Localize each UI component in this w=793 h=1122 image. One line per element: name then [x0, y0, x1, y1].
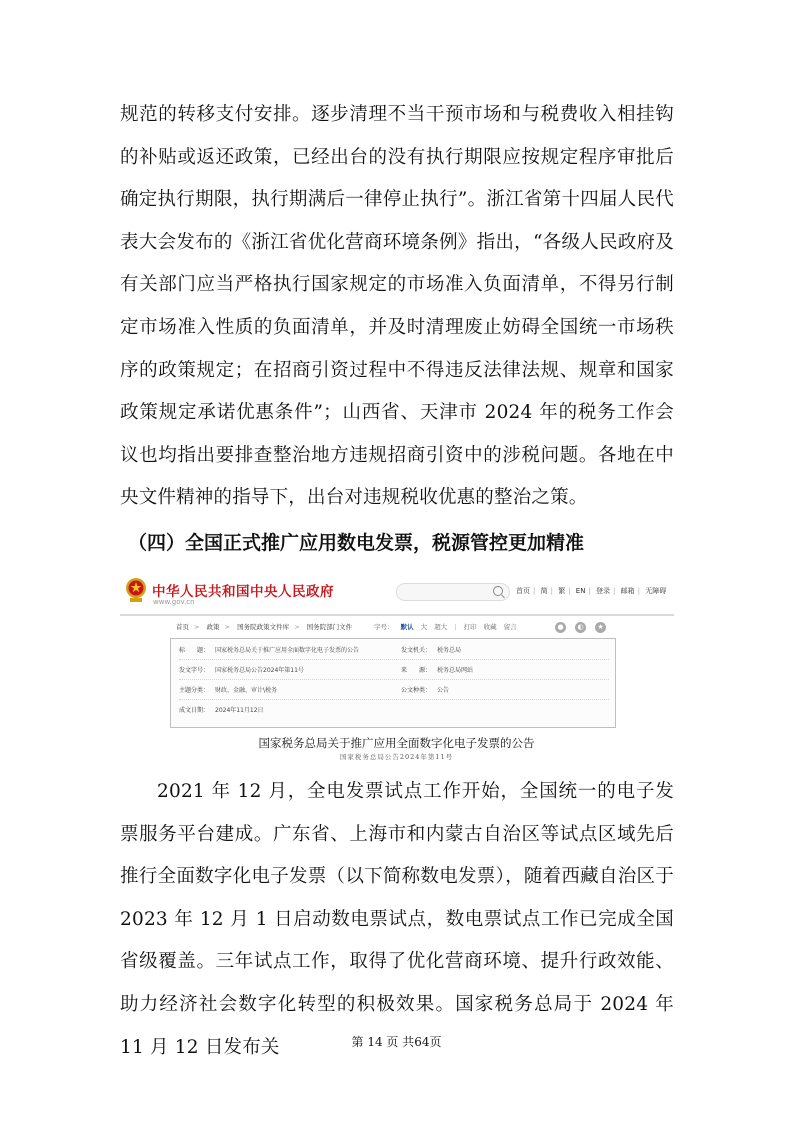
site-name: 中华人民共和国中央人民政府	[152, 584, 334, 600]
site-search-input[interactable]	[396, 583, 510, 601]
top-link-traditional[interactable]: 繁	[558, 587, 566, 595]
document-info-box	[170, 638, 616, 728]
info-label: 来 源：	[401, 667, 432, 674]
info-label: 公文种类：	[401, 687, 432, 694]
section-heading: （四）全国正式推广应用数电发票，税源管控更加精准	[128, 532, 585, 554]
info-row	[179, 661, 609, 680]
embedded-screenshot-figure	[120, 572, 674, 722]
font-size-label: 字号：	[374, 623, 394, 631]
body-paragraph-1: 规范的转移支付安排。逐步清理不当干预市场和与税费收入相挂钩的补贴或返还政策，已经出台的没有执行期限应按规定程序审批后确定执行期限，执行期满后一律停止执行”。浙江省第十四届人民代表大会发布的《浙江省优化营商环境条例》指出，“各级人民政府及有关部门应当严格执行国家规定的市场准入负面清单，不得另行制定市场准入性质的负面清单，并及时清理废止妨碍全国统一市场秩序的政策规定；在招商引资过程中不得违反法律法规、规章和国家政策规定承诺优惠条件”；山西省、天津市 2024 年的税务工作会议也均指出要排查整治地方违规招商引资中的涉税问题。各地在中央文件精神的指导下，出台对违规税收优惠的整治之策。	[120, 104, 674, 509]
figure-subcaption: 国家税务总局公告2024年第11号	[339, 753, 454, 761]
comment-button[interactable]: 留言	[503, 623, 517, 631]
info-label: 标 题：	[179, 647, 210, 654]
info-value: 公告	[437, 687, 450, 694]
info-value: 2024年11月12日	[215, 707, 264, 714]
figure-caption: 国家税务总局关于推广应用全面数字化电子发票的公告	[258, 736, 535, 750]
share-weibo-icon[interactable]: ◐	[575, 622, 586, 633]
share-wechat-icon[interactable]: ●	[555, 622, 566, 633]
font-size-xlarge[interactable]: 超大	[434, 623, 448, 631]
top-link-login[interactable]: 登录	[596, 587, 611, 595]
info-label: 发文机关：	[401, 647, 432, 654]
breadcrumb-item[interactable]: 政策	[206, 623, 220, 631]
share-qzone-icon[interactable]: ★	[595, 622, 606, 633]
font-size-default[interactable]: 默认	[400, 623, 414, 631]
breadcrumb-item[interactable]: 首页	[176, 623, 189, 631]
top-link-english[interactable]: EN	[575, 587, 586, 595]
info-label: 发文字号：	[179, 667, 210, 674]
info-label: 成文日期：	[179, 707, 210, 714]
top-link-simplified[interactable]: 简	[540, 587, 548, 595]
page-tools: 字号： 默认 大 超大 | 打印 收藏 留言	[374, 623, 517, 631]
page-footer: 第 14 页 共64页	[351, 1035, 442, 1049]
font-size-large[interactable]: 大	[420, 623, 428, 631]
top-links: 首页 | 简 | 繁 | EN | 登录 | 邮箱 | 无障碍	[516, 587, 667, 595]
breadcrumb-item[interactable]: 国务院政策文件库	[237, 623, 290, 631]
top-link-mail[interactable]: 邮箱	[620, 587, 635, 595]
body-paragraph-2: 2021 年 12 月，全电发票试点工作开始，全国统一的电子发票服务平台建成。广东省、上海市和内蒙古自治区等试点区域先后推行全面数字化电子发票（以下简称数电发票），随着西藏自治区于 2023 年 12 月 1 日启动数电票试点，数电票试点工作已完成全国省级覆盖。三年试点工作，取得了优化营商环境、提升行政效能、助力经济社会数字化转型的积极效果。国家税务总局于 2024 年 11 月 12 日发布关	[120, 781, 674, 1058]
info-value: 国家税务总局公告2024年第11号	[215, 667, 304, 674]
gov-site-header	[120, 572, 674, 616]
info-value: 税务总局网站	[437, 667, 474, 674]
info-row	[179, 701, 609, 719]
info-value: 税务总局	[437, 647, 462, 654]
info-row	[179, 681, 609, 700]
breadcrumb-item[interactable]: 国务院部门文件	[306, 623, 353, 631]
share-icons	[555, 622, 610, 634]
site-url: www.gov.cn	[153, 598, 195, 606]
search-icon[interactable]	[493, 586, 503, 596]
info-value: 财政、金融、审计\税务	[215, 687, 278, 694]
top-link-accessibility[interactable]: 无障碍	[645, 587, 667, 595]
info-row	[179, 641, 609, 660]
info-value: 国家税务总局关于推广应用全面数字化电子发票的公告	[215, 647, 360, 654]
breadcrumb: 首页 > 政策 > 国务院政策文件库 > 国务院部门文件 字号： 默认 大 超大 | 打印 收藏 留言	[176, 622, 616, 636]
favorite-button[interactable]: 收藏	[483, 623, 497, 631]
info-label: 主题分类：	[179, 687, 210, 694]
national-emblem-icon	[125, 577, 147, 603]
print-button[interactable]: 打印	[463, 623, 477, 631]
top-link-home[interactable]: 首页	[516, 587, 530, 595]
